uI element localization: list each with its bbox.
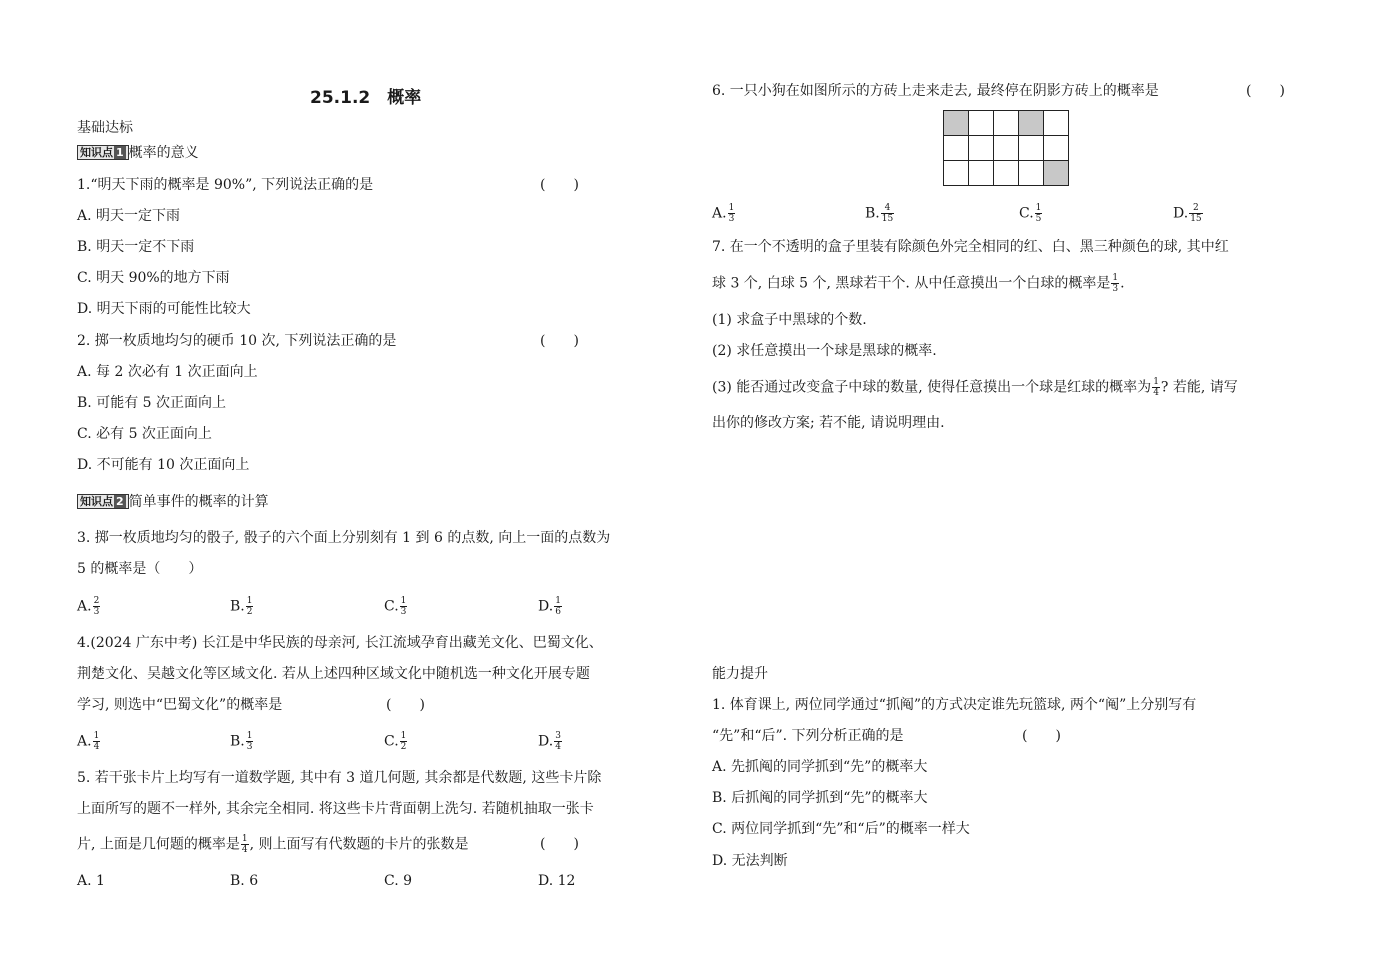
answer-paren: ( ) (386, 697, 425, 713)
option-c: C. $\frac{1}{2}$ (384, 731, 407, 752)
option-c: C. 两位同学抓到“先”和“后”的概率一样大 (712, 821, 970, 837)
question-7-sub-3: (3) 能否通过改变盒子中球的数量, 使得任意摸出一个球是红球的概率为 $\frac{1}{4}$ ? 若能, 请写 (712, 377, 1238, 398)
question-5-line-2: 上面所写的题不一样外, 其余完全相同. 将这些卡片背面朝上洗匀. 若随机抽取一张卡 (77, 801, 594, 817)
tile (1044, 111, 1069, 136)
option-d: D. 不可能有 10 次正面向上 (77, 457, 250, 473)
option-b: B. 可能有 5 次正面向上 (77, 395, 226, 411)
tile (969, 111, 994, 136)
answer-paren: ( ) (540, 333, 579, 349)
option-b: B. 明天一定不下雨 (77, 239, 195, 255)
knowledge-point-1 (77, 143, 199, 163)
question-5-line-3: 片, 上面是几何题的概率是 $\frac{1}{4}$ , 则上面写有代数题的卡片的张数是 (77, 834, 469, 855)
tile (1044, 136, 1069, 161)
tile (994, 136, 1019, 161)
option-d: D. $\frac{1}{6}$ (538, 596, 561, 617)
question-2-stem: 2. 掷一枚质地均匀的硬币 10 次, 下列说法正确的是 (77, 333, 397, 349)
option-b: B. $\frac{4}{15}$ (865, 203, 894, 224)
shaded-tile (1019, 111, 1044, 136)
question-4-line-3: 学习, 则选中“巴蜀文化”的概率是 (77, 697, 283, 713)
knowledge-point-label: 简单事件的概率的计算 (128, 494, 269, 510)
knowledge-point-badge: 知识点 2 (77, 494, 129, 509)
option-b: B. $\frac{1}{2}$ (230, 596, 253, 617)
option-c: C. 明天 90%的地方下雨 (77, 270, 230, 286)
tile (969, 161, 994, 186)
tile (944, 136, 969, 161)
question-5-line-1: 5. 若干张卡片上均写有一道数学题, 其中有 3 道几何题, 其余都是代数题, 这些卡片除 (77, 770, 602, 786)
tile (944, 161, 969, 186)
option-a: A. 1 (77, 873, 105, 889)
option-a: A. 明天一定下雨 (77, 208, 181, 224)
knowledge-point-label: 概率的意义 (128, 145, 199, 161)
option-b: B. $\frac{1}{3}$ (230, 731, 253, 752)
question-1-stem: 1.“明天下雨的概率是 90%”, 下列说法正确的是 (77, 177, 374, 193)
question-7-line-1: 7. 在一个不透明的盒子里装有除颜色外完全相同的红、白、黑三种颜色的球, 其中红 (712, 239, 1229, 255)
option-c: C. 9 (384, 873, 413, 889)
option-a: A. $\frac{2}{3}$ (77, 596, 100, 617)
question-3-line-1: 3. 掷一枚质地均匀的骰子, 骰子的六个面上分别刻有 1 到 6 的点数, 向上一面的点数为 (77, 530, 611, 546)
option-d: D. $\frac{3}{4}$ (538, 731, 561, 752)
question-4-line-2: 荆楚文化、吴越文化等区域文化. 若从上述四种区域文化中随机选一种文化开展专题 (77, 666, 590, 682)
question-6-stem: 6. 一只小狗在如图所示的方砖上走来走去, 最终停在阴影方砖上的概率是 (712, 83, 1159, 99)
question-7-line-2: 球 3 个, 白球 5 个, 黑球若干个. 从中任意摸出一个白球的概率是 $\frac{1}{3}$ . (712, 273, 1125, 294)
option-a: A. 每 2 次必有 1 次正面向上 (77, 364, 258, 380)
shaded-tile (1044, 161, 1069, 186)
option-c: C. 必有 5 次正面向上 (77, 426, 212, 442)
answer-paren: ( ) (540, 836, 579, 852)
option-b: B. 后抓阄的同学抓到“先”的概率大 (712, 790, 928, 806)
question-7-sub-2: (2) 求任意摸出一个球是黑球的概率. (712, 343, 937, 359)
answer-paren: ( ) (540, 177, 579, 193)
fraction: $\frac{1}{4}$ (1153, 377, 1159, 398)
shaded-tile (944, 111, 969, 136)
option-c: C. $\frac{1}{5}$ (1019, 203, 1042, 224)
section-heading-advanced: 能力提升 (712, 666, 768, 682)
option-c: C. $\frac{1}{3}$ (384, 596, 407, 617)
option-d: D. 12 (538, 873, 576, 889)
tile (994, 111, 1019, 136)
question-3-line-2: 5 的概率是（ ） (77, 561, 203, 577)
question-7-sub-3-cont: 出你的修改方案; 若不能, 请说明理由. (712, 415, 945, 431)
tile (1019, 161, 1044, 186)
tile-grid-figure (943, 110, 1069, 186)
fraction: $\frac{1}{4}$ (241, 834, 248, 855)
answer-paren: ( ) (1246, 83, 1285, 99)
answer-paren: ( ) (1022, 728, 1061, 744)
option-b: B. 6 (230, 873, 259, 889)
tile (969, 136, 994, 161)
fraction: $\frac{1}{3}$ (1112, 273, 1119, 294)
advanced-question-1-line-2: “先”和“后”. 下列分析正确的是 (712, 728, 904, 744)
section-heading-basic: 基础达标 (77, 120, 133, 136)
tile (1019, 136, 1044, 161)
option-d: D. 明天下雨的可能性比较大 (77, 301, 251, 317)
option-d: D. 无法判断 (712, 853, 788, 869)
option-d: D. $\frac{2}{15}$ (1173, 203, 1202, 224)
advanced-question-1-line-1: 1. 体育课上, 两位同学通过“抓阄”的方式决定谁先玩篮球, 两个“阄”上分别写有 (712, 697, 1197, 713)
option-a: A. 先抓阄的同学抓到“先”的概率大 (712, 759, 928, 775)
knowledge-point-2 (77, 492, 269, 512)
page-title: 25.1.2 概率 (310, 88, 422, 108)
option-a: A. $\frac{1}{4}$ (77, 731, 100, 752)
option-a: A. $\frac{1}{3}$ (712, 203, 735, 224)
knowledge-point-badge: 知识点 1 (77, 145, 129, 160)
question-7-sub-1: (1) 求盒子中黑球的个数. (712, 312, 867, 328)
tile (994, 161, 1019, 186)
question-4-line-1: 4.(2024 广东中考) 长江是中华民族的母亲河, 长江流域孕育出藏羌文化、巴蜀文化、 (77, 635, 603, 651)
